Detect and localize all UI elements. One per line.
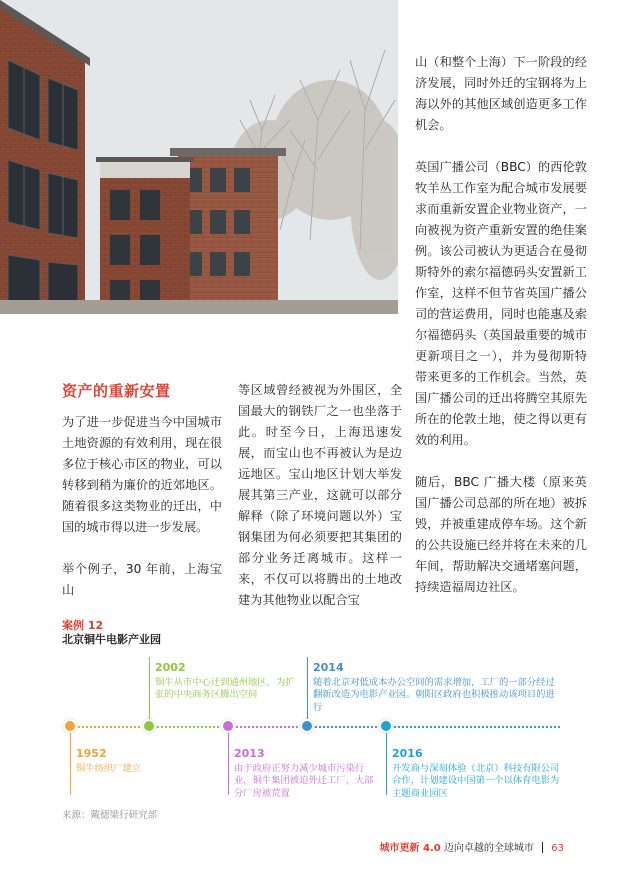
case-title: 北京铜牛电影产业园	[62, 633, 161, 646]
timeline-segment	[157, 726, 223, 728]
timeline-year: 2016	[392, 747, 423, 760]
timeline-description: 由于政府正努力减少城市污染行业，铜牛集团被迫外迁工厂，大部分厂房被荒置	[234, 763, 374, 799]
timeline-year: 2002	[155, 661, 186, 674]
timeline-segment	[394, 726, 560, 728]
timeline-dot	[221, 719, 235, 733]
timeline-connector	[70, 733, 71, 795]
timeline-dot	[142, 719, 156, 733]
timeline-dot	[63, 719, 77, 733]
page-footer	[380, 839, 565, 854]
timeline-dot	[300, 719, 314, 733]
timeline-segment	[315, 726, 381, 728]
timeline-year: 2014	[313, 661, 344, 674]
timeline-segment	[78, 726, 144, 728]
timeline-segment	[236, 726, 302, 728]
timeline-year: 1952	[76, 747, 107, 760]
footer-divider	[542, 842, 543, 853]
page-number: 63	[551, 843, 564, 854]
timeline-description: 随着北京对低成本办公空间的需求增加，工厂的一部分经过翻新改造为电影产业园。朝阳区政府也积极推动该项目的进行	[313, 677, 555, 713]
paragraph: 等区域曾经被视为外围区，全国最大的钢铁厂之一也坐落于此。时至今日，上海迅速发展，而宝山也不再被认为是边远地区。宝山地区计划大举发展其第三产业，这就可以部分解释（除了环境问题以外）宝钢集团为何必须要把其集团的部分业务迁离城市。这样一来，不仅可以将腾出的土地改建为其他物业以配合宝	[238, 383, 402, 607]
middle-text-column	[238, 380, 402, 632]
timeline-description: 开发商与深刻体验（北京）科技有限公司合作，计划建设中国第一个以体育电影为主题商业园区	[392, 763, 560, 799]
timeline-connector	[307, 657, 308, 719]
left-text-column	[62, 412, 222, 622]
timeline-description: 铜牛从市中心迁到通州地区，为扩张的中央商务区腾出空间	[155, 677, 295, 701]
timeline-dot	[379, 719, 393, 733]
timeline-connector	[228, 733, 229, 795]
brick-buildings-illustration	[0, 0, 398, 314]
source-note: 来源：戴德梁行研究部	[62, 810, 158, 821]
timeline-description: 铜牛纺织厂建立	[76, 763, 142, 774]
paragraph: 为了进一步促进当今中国城市土地资源的有效利用，现在很多位于核心市区的物业，可以转移到稍为廉价的近郊地区。随着很多这类物业的迁出，中国的城市得以进一步发展。	[62, 415, 222, 534]
footer-brand: 城市更新 4.0	[379, 843, 441, 854]
footer-subtitle: 迈向卓越的全球城市	[443, 843, 534, 854]
section-heading: 资产的重新安置	[62, 382, 171, 400]
paragraph: 随后，BBC 广播大楼（原来英国广播公司总部的所在地）被拆毁，并被重建成停车场。这个新的公共设施已经并将在未来的几年间，帮助解决交通堵塞问题，持续造福周边社区。	[415, 475, 587, 594]
right-text-column	[415, 52, 587, 619]
building-photo	[0, 0, 398, 314]
paragraph: 举个例子，30 年前，上海宝山	[62, 562, 222, 597]
timeline-connector	[386, 733, 387, 795]
case-label: 案例 12	[62, 619, 104, 632]
paragraph: 英国广播公司（BBC）的西伦敦牧羊丛工作室为配合城市发展要求而重新安置企业物业资产，一向被视为资产重新安置的绝佳案例。该公司被认为更适合在曼彻斯特外的索尔福德码头安置新工作室，这样不但节省英国广播公司的营运费用，同时也能惠及索尔福德码头（英国最重要的城市更新项目之一），并为曼彻斯特带来更多的工作机会。当然，英国广播公司的迁出将腾空其原先所在的伦敦土地，使之得以更有效的利用。	[415, 160, 587, 447]
timeline-year: 2013	[234, 747, 265, 760]
timeline-connector	[149, 657, 150, 719]
paragraph: 山（和整个上海）下一阶段的经济发展，同时外迁的宝钢将为上海以外的其他区域创造更多工作机会。	[415, 55, 587, 132]
